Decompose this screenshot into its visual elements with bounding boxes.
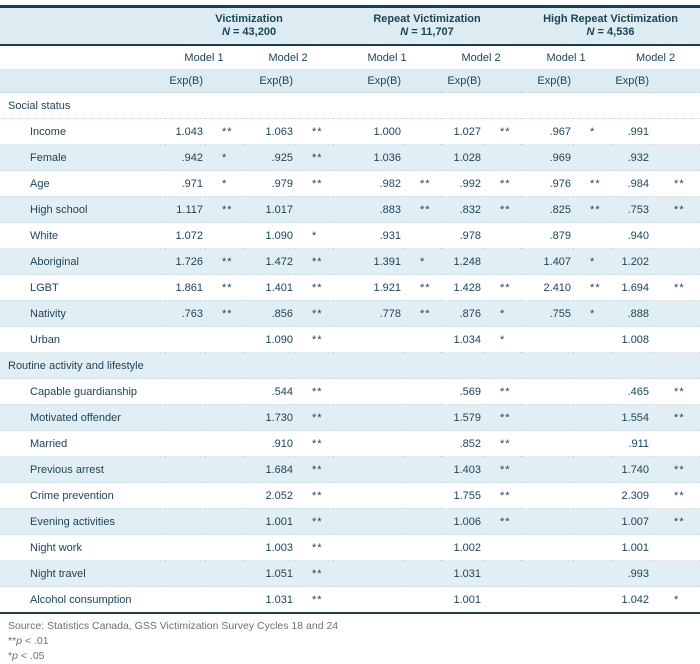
exp-b-value: 1.008 (611, 327, 651, 353)
section-label: Routine activity and lifestyle (0, 353, 700, 379)
exp-b-value: .969 (521, 145, 573, 171)
results-table (0, 5, 700, 614)
significance-stars: ** (483, 431, 521, 457)
exp-b-value: 2.309 (611, 483, 651, 509)
significance-stars: ** (295, 119, 333, 145)
significance-stars: ** (483, 457, 521, 483)
exp-b-value: .982 (333, 171, 403, 197)
exp-b-value (165, 405, 205, 431)
table-row (0, 171, 700, 197)
exp-b-value: 1.001 (611, 535, 651, 561)
significance-stars: ** (403, 301, 441, 327)
significance-stars: ** (483, 197, 521, 223)
exp-b-value: .778 (333, 301, 403, 327)
significance-stars: ** (205, 275, 243, 301)
significance-stars (573, 509, 611, 535)
exp-b-value: 1.403 (441, 457, 483, 483)
exp-b-value: .993 (611, 561, 651, 587)
significance-stars (573, 431, 611, 457)
significance-stars: ** (651, 457, 700, 483)
table-row (0, 119, 700, 145)
significance-stars (651, 535, 700, 561)
exp-b-value: .763 (165, 301, 205, 327)
significance-stars (403, 431, 441, 457)
model-2-header: Model 2 (441, 45, 521, 69)
exp-b-value: 1.042 (611, 587, 651, 614)
exp-b-value (333, 431, 403, 457)
significance-stars (651, 327, 700, 353)
exp-b-value: .569 (441, 379, 483, 405)
exp-b-value: 1.401 (243, 275, 295, 301)
exp-b-value (521, 587, 573, 614)
exp-b-value: 1.740 (611, 457, 651, 483)
exp-b-value: 1.031 (243, 587, 295, 614)
exp-b-value: 1.063 (243, 119, 295, 145)
significance-stars: ** (295, 145, 333, 171)
row-label: Motivated offender (0, 405, 165, 431)
exp-b-value: .888 (611, 301, 651, 327)
table-row (0, 431, 700, 457)
exp-b-value: .825 (521, 197, 573, 223)
exp-b-value (165, 379, 205, 405)
significance-stars (651, 561, 700, 587)
significance-stars: ** (295, 587, 333, 614)
table-row (0, 405, 700, 431)
significance-stars: ** (295, 457, 333, 483)
exp-b-value (165, 457, 205, 483)
exp-b-value: .967 (521, 119, 573, 145)
exp-b-value: 1.117 (165, 197, 205, 223)
significance-stars (403, 327, 441, 353)
significance-stars (483, 561, 521, 587)
exp-b-header: Exp(B) (333, 69, 403, 93)
exp-b-value (333, 457, 403, 483)
star-spacer (573, 69, 611, 93)
significance-stars: * (205, 171, 243, 197)
section-row (0, 93, 700, 119)
exp-b-value: 2.410 (521, 275, 573, 301)
star-spacer (403, 69, 441, 93)
significance-stars: ** (651, 275, 700, 301)
exp-b-value (333, 483, 403, 509)
model-1-header: Model 1 (333, 45, 441, 69)
row-label: Alcohol consumption (0, 587, 165, 614)
significance-stars: * (205, 145, 243, 171)
significance-stars: ** (651, 197, 700, 223)
significance-stars (403, 405, 441, 431)
exp-b-header: Exp(B) (243, 69, 295, 93)
significance-stars: ** (295, 431, 333, 457)
significance-stars: * (573, 301, 611, 327)
significance-stars: ** (483, 275, 521, 301)
exp-b-value (165, 587, 205, 614)
table-row (0, 483, 700, 509)
header-label-spacer (0, 45, 165, 69)
significance-stars: ** (295, 405, 333, 431)
exp-b-value (165, 509, 205, 535)
significance-stars (651, 431, 700, 457)
significance-stars (403, 119, 441, 145)
exp-b-value: 1.034 (441, 327, 483, 353)
column-group-high-repeat-victimization (521, 7, 700, 46)
exp-b-value: 1.090 (243, 327, 295, 353)
star-spacer (483, 69, 521, 93)
table-row (0, 327, 700, 353)
significance-stars: ** (483, 483, 521, 509)
exp-b-value: 1.684 (243, 457, 295, 483)
exp-b-value (333, 327, 403, 353)
significance-stars (205, 457, 243, 483)
significance-stars (573, 327, 611, 353)
exp-b-value (165, 483, 205, 509)
significance-stars: ** (403, 171, 441, 197)
significance-stars (483, 145, 521, 171)
significance-stars (205, 509, 243, 535)
exp-b-value: .852 (441, 431, 483, 457)
significance-stars: * (573, 249, 611, 275)
star-spacer (295, 69, 333, 93)
star-spacer (205, 69, 243, 93)
exp-b-value: 2.052 (243, 483, 295, 509)
significance-stars: ** (651, 379, 700, 405)
significance-stars: ** (295, 249, 333, 275)
significance-stars: ** (295, 301, 333, 327)
significance-stars (483, 535, 521, 561)
column-group-row (0, 7, 700, 46)
row-label: Crime prevention (0, 483, 165, 509)
model-header-row (0, 45, 700, 69)
exp-b-value: .856 (243, 301, 295, 327)
exp-b-header: Exp(B) (165, 69, 205, 93)
significance-note-05: *p < .05 (8, 650, 45, 662)
exp-b-value (521, 457, 573, 483)
row-label: Income (0, 119, 165, 145)
row-label: Aboriginal (0, 249, 165, 275)
significance-stars (573, 457, 611, 483)
group-title: Repeat Victimization (373, 13, 481, 25)
exp-b-value: .879 (521, 223, 573, 249)
significance-stars (403, 509, 441, 535)
table-row (0, 561, 700, 587)
table-row (0, 457, 700, 483)
exp-b-value: 1.730 (243, 405, 295, 431)
significance-stars: ** (205, 197, 243, 223)
exp-b-value: .979 (243, 171, 295, 197)
exp-b-value: 1.036 (333, 145, 403, 171)
significance-stars (573, 483, 611, 509)
significance-stars (573, 145, 611, 171)
exp-b-value: 1.472 (243, 249, 295, 275)
exp-b-value: 1.006 (441, 509, 483, 535)
significance-stars: ** (573, 275, 611, 301)
exp-b-value (333, 379, 403, 405)
exp-b-value (165, 561, 205, 587)
significance-stars (205, 327, 243, 353)
row-label: Nativity (0, 301, 165, 327)
exp-b-value: 1.861 (165, 275, 205, 301)
exp-b-value: 1.007 (611, 509, 651, 535)
exp-b-value: 1.028 (441, 145, 483, 171)
significance-stars (403, 561, 441, 587)
significance-stars: ** (403, 197, 441, 223)
significance-stars: ** (483, 405, 521, 431)
row-label: Night work (0, 535, 165, 561)
section-label: Social status (0, 93, 700, 119)
significance-stars: ** (403, 275, 441, 301)
exp-b-value: .465 (611, 379, 651, 405)
exp-b-value: 1.001 (441, 587, 483, 614)
exp-b-value: 1.407 (521, 249, 573, 275)
significance-stars: ** (651, 171, 700, 197)
significance-stars (205, 483, 243, 509)
exp-b-value: .910 (243, 431, 295, 457)
table-body (0, 93, 700, 614)
model-1-header: Model 1 (521, 45, 611, 69)
exp-b-value: .755 (521, 301, 573, 327)
exp-b-value: .876 (441, 301, 483, 327)
exp-b-value: .992 (441, 171, 483, 197)
significance-stars (205, 405, 243, 431)
significance-stars (573, 379, 611, 405)
significance-stars (573, 587, 611, 614)
significance-stars: ** (573, 197, 611, 223)
row-label: High school (0, 197, 165, 223)
significance-stars: ** (295, 327, 333, 353)
exp-b-value: 1.921 (333, 275, 403, 301)
exp-b-value: 1.090 (243, 223, 295, 249)
exp-b-value: 1.003 (243, 535, 295, 561)
exp-b-value: .911 (611, 431, 651, 457)
row-label: Urban (0, 327, 165, 353)
exp-b-value: 1.755 (441, 483, 483, 509)
exp-b-value: .942 (165, 145, 205, 171)
exp-b-value: 1.001 (243, 509, 295, 535)
table-footer (0, 619, 700, 664)
column-group-repeat-victimization (333, 7, 521, 46)
exp-b-value: 1.726 (165, 249, 205, 275)
significance-stars (205, 379, 243, 405)
significance-stars (573, 223, 611, 249)
exp-b-value: .925 (243, 145, 295, 171)
significance-stars (403, 379, 441, 405)
significance-stars: * (573, 119, 611, 145)
row-label: Age (0, 171, 165, 197)
table-row (0, 509, 700, 535)
row-label: Night travel (0, 561, 165, 587)
significance-stars: ** (295, 483, 333, 509)
significance-stars: ** (295, 379, 333, 405)
significance-stars: * (295, 223, 333, 249)
column-group-victimization (165, 7, 333, 46)
exp-b-value (333, 561, 403, 587)
group-sample-size: N = 43,200 (221, 26, 277, 38)
significance-stars: ** (295, 171, 333, 197)
significance-stars: ** (651, 405, 700, 431)
significance-stars (573, 561, 611, 587)
exp-b-value (333, 535, 403, 561)
exp-b-header: Exp(B) (441, 69, 483, 93)
significance-stars: ** (651, 483, 700, 509)
exp-b-value: .940 (611, 223, 651, 249)
exp-b-value: 1.391 (333, 249, 403, 275)
statistic-header-row (0, 69, 700, 93)
significance-stars (205, 223, 243, 249)
exp-b-value: 1.017 (243, 197, 295, 223)
header-label-spacer (0, 69, 165, 93)
exp-b-value (333, 509, 403, 535)
exp-b-value (333, 587, 403, 614)
significance-stars: ** (205, 301, 243, 327)
model-2-header: Model 2 (611, 45, 700, 69)
exp-b-value (521, 535, 573, 561)
exp-b-value: .883 (333, 197, 403, 223)
exp-b-value (521, 405, 573, 431)
exp-b-value: .932 (611, 145, 651, 171)
row-label: Married (0, 431, 165, 457)
significance-stars: ** (573, 171, 611, 197)
exp-b-value: .931 (333, 223, 403, 249)
exp-b-value: 1.002 (441, 535, 483, 561)
group-sample-size: N = 4,536 (586, 26, 635, 38)
exp-b-value: 1.554 (611, 405, 651, 431)
significance-stars (483, 223, 521, 249)
exp-b-value: .832 (441, 197, 483, 223)
exp-b-value: 1.248 (441, 249, 483, 275)
exp-b-value: .971 (165, 171, 205, 197)
exp-b-value: 1.043 (165, 119, 205, 145)
significance-stars: ** (205, 249, 243, 275)
exp-b-value (521, 431, 573, 457)
significance-stars: ** (295, 561, 333, 587)
significance-stars (205, 561, 243, 587)
significance-stars (651, 145, 700, 171)
significance-stars (403, 483, 441, 509)
exp-b-value: .753 (611, 197, 651, 223)
row-label: Evening activities (0, 509, 165, 535)
exp-b-value (521, 483, 573, 509)
table-row (0, 379, 700, 405)
exp-b-value: 1.072 (165, 223, 205, 249)
significance-stars (403, 587, 441, 614)
group-title: High Repeat Victimization (543, 13, 678, 25)
exp-b-value: 1.051 (243, 561, 295, 587)
row-label: Capable guardianship (0, 379, 165, 405)
table-row (0, 197, 700, 223)
table-row (0, 145, 700, 171)
significance-stars (403, 223, 441, 249)
significance-stars: ** (651, 509, 700, 535)
significance-stars: * (651, 587, 700, 614)
significance-stars: * (483, 301, 521, 327)
significance-stars (651, 119, 700, 145)
exp-b-value: 1.202 (611, 249, 651, 275)
significance-stars: ** (295, 275, 333, 301)
row-label: LGBT (0, 275, 165, 301)
significance-stars: * (403, 249, 441, 275)
exp-b-value (521, 509, 573, 535)
exp-b-value: .984 (611, 171, 651, 197)
exp-b-value: 1.000 (333, 119, 403, 145)
significance-stars (205, 431, 243, 457)
table-row (0, 301, 700, 327)
exp-b-header: Exp(B) (521, 69, 573, 93)
significance-stars (403, 457, 441, 483)
table-row (0, 275, 700, 301)
model-2-header: Model 2 (243, 45, 333, 69)
significance-stars (651, 249, 700, 275)
significance-stars (403, 535, 441, 561)
exp-b-value: 1.031 (441, 561, 483, 587)
significance-stars (483, 587, 521, 614)
group-sample-size: N = 11,707 (400, 26, 454, 38)
exp-b-header: Exp(B) (611, 69, 651, 93)
exp-b-value: .978 (441, 223, 483, 249)
significance-stars: ** (295, 509, 333, 535)
row-label: Previous arrest (0, 457, 165, 483)
exp-b-value (521, 379, 573, 405)
significance-stars: ** (483, 509, 521, 535)
significance-note-01: **p < .01 (8, 635, 49, 647)
exp-b-value: .544 (243, 379, 295, 405)
exp-b-value (165, 327, 205, 353)
model-1-header: Model 1 (165, 45, 243, 69)
group-title: Victimization (215, 13, 283, 25)
table-row (0, 535, 700, 561)
significance-stars (651, 301, 700, 327)
exp-b-value: 1.579 (441, 405, 483, 431)
significance-stars: ** (483, 119, 521, 145)
exp-b-value (333, 405, 403, 431)
source-note: Source: Statistics Canada, GSS Victimization Survey Cycles 18 and 24 (8, 620, 339, 632)
row-label: White (0, 223, 165, 249)
table-row (0, 587, 700, 614)
exp-b-value: 1.694 (611, 275, 651, 301)
star-spacer (651, 69, 700, 93)
section-row (0, 353, 700, 379)
header-label-spacer (0, 7, 165, 46)
significance-stars (295, 197, 333, 223)
significance-stars (205, 587, 243, 614)
table-header (0, 7, 700, 93)
exp-b-value: .976 (521, 171, 573, 197)
exp-b-value (521, 327, 573, 353)
table-row (0, 249, 700, 275)
exp-b-value: .991 (611, 119, 651, 145)
significance-stars (573, 405, 611, 431)
significance-stars (573, 535, 611, 561)
exp-b-value (165, 535, 205, 561)
significance-stars: ** (295, 535, 333, 561)
significance-stars (403, 145, 441, 171)
exp-b-value: 1.428 (441, 275, 483, 301)
exp-b-value (521, 561, 573, 587)
significance-stars: * (483, 327, 521, 353)
exp-b-value (165, 431, 205, 457)
significance-stars (483, 249, 521, 275)
table-row (0, 223, 700, 249)
significance-stars: ** (483, 379, 521, 405)
significance-stars: ** (483, 171, 521, 197)
significance-stars: ** (205, 119, 243, 145)
exp-b-value: 1.027 (441, 119, 483, 145)
significance-stars (205, 535, 243, 561)
row-label: Female (0, 145, 165, 171)
significance-stars (651, 223, 700, 249)
